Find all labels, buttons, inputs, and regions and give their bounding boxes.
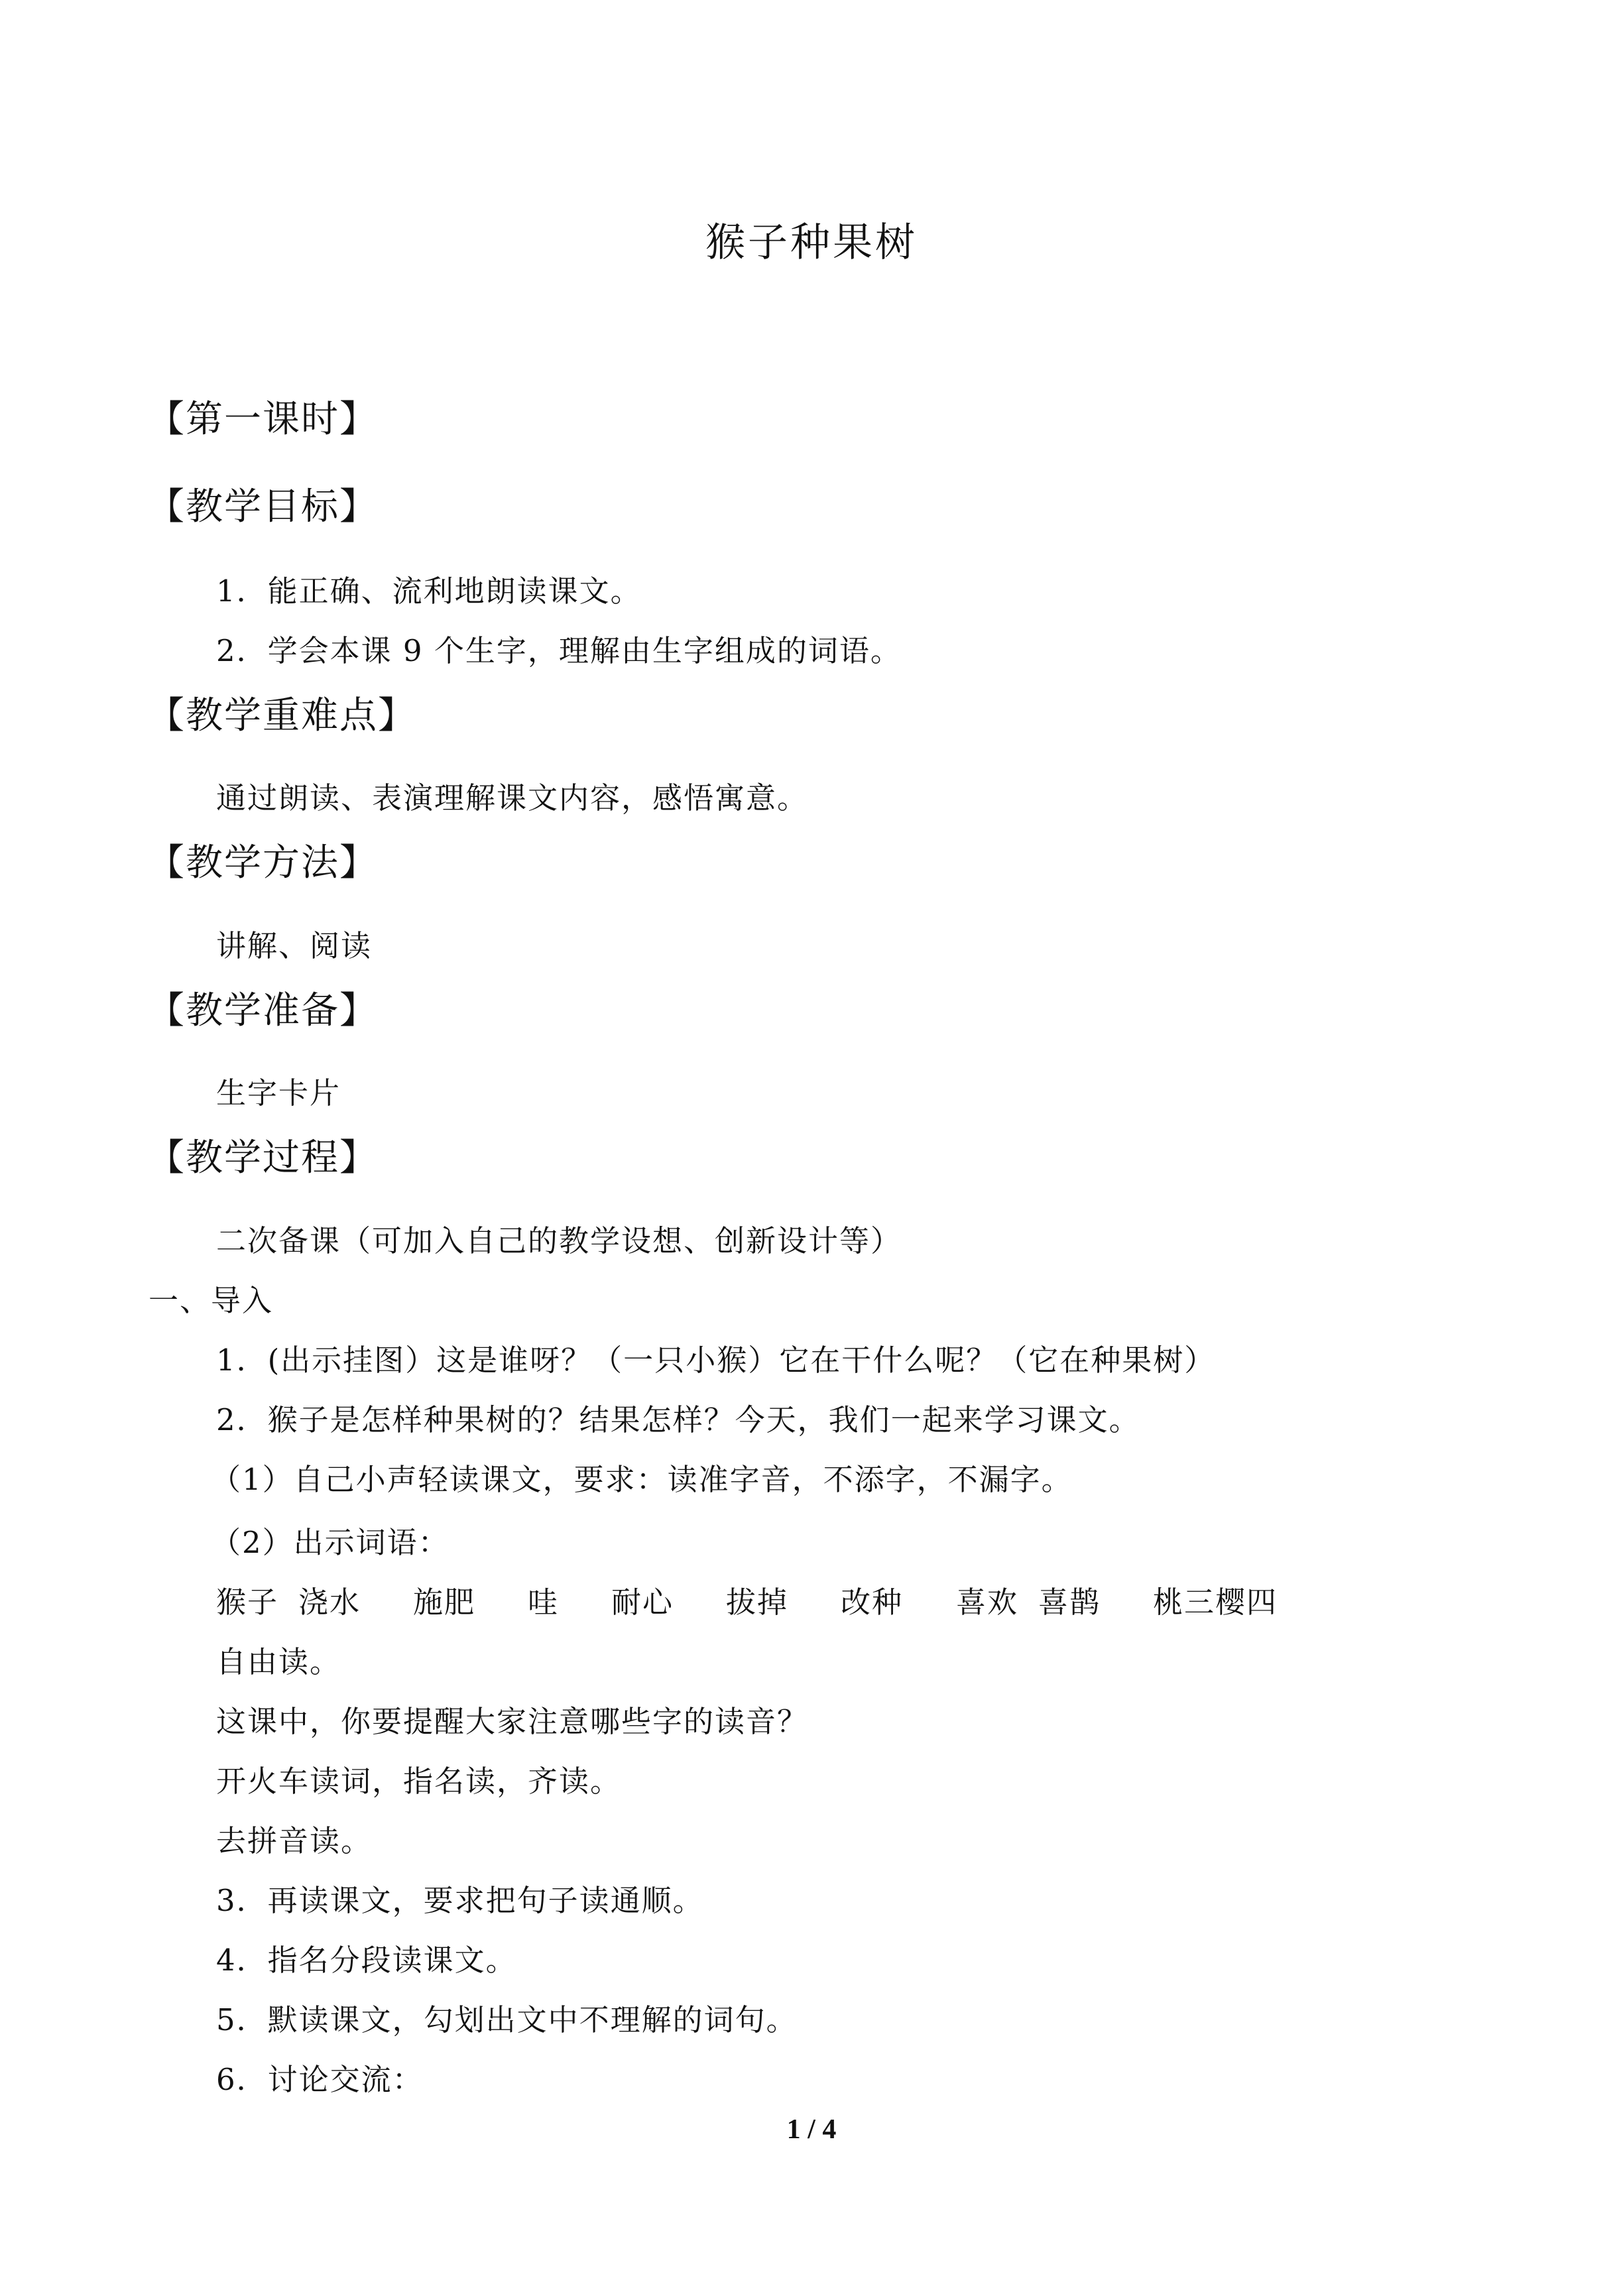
word-item: 猴子 [216, 1585, 279, 1620]
word-item: 拔掉 [726, 1585, 789, 1620]
key-points-text: 通过朗读、表演理解课文内容，感悟寓意。 [216, 780, 809, 816]
step-4: 4．指名分段读课文。 [216, 1943, 517, 1978]
goal-item-2: 2．学会本课 9 个生字，理解由生字组成的词语。 [216, 633, 902, 668]
train-read: 开火车读词，指名读，齐读。 [216, 1764, 622, 1799]
prep-heading: 【教学准备】 [147, 989, 378, 1032]
word-item: 桃三樱四 [1153, 1585, 1278, 1620]
no-pinyin-read: 去拼音读。 [216, 1823, 373, 1858]
sub-step-2: （2）出示词语： [211, 1525, 450, 1560]
word-item: 改种 [841, 1585, 904, 1620]
word-item: 施肥 [413, 1585, 476, 1620]
lesson-heading: 【第一课时】 [147, 398, 378, 441]
step-5: 5．默读课文，勾划出文中不理解的词句。 [216, 2002, 798, 2037]
method-heading: 【教学方法】 [147, 841, 378, 884]
page-number: 1 / 4 [786, 2114, 837, 2145]
step-2: 2．猴子是怎样种果树的？结果怎样？今天，我们一起来学习课文。 [216, 1402, 1140, 1437]
step-3: 3．再读课文，要求把句子读通顺。 [216, 1883, 704, 1918]
word-item: 喜欢 [956, 1585, 1019, 1620]
word-item: 哇 [528, 1585, 560, 1620]
process-note: 二次备课（可加入自己的教学设想、创新设计等） [216, 1223, 902, 1258]
pronunciation-question: 这课中，你要提醒大家注意哪些字的读音？ [216, 1704, 809, 1739]
goal-item-1: 1．能正确、流利地朗读课文。 [216, 574, 642, 609]
key-points-heading: 【教学重难点】 [147, 694, 416, 737]
method-text: 讲解、阅读 [216, 928, 373, 963]
word-item: 耐心 [611, 1585, 674, 1620]
step-1: 1．(出示挂图）这是谁呀？（一只小猴）它在干什么呢？（它在种果树） [216, 1343, 1216, 1378]
step-6: 6．讨论交流： [216, 2062, 424, 2097]
process-heading: 【教学过程】 [147, 1136, 378, 1179]
part1-title: 一、导入 [149, 1283, 274, 1318]
free-read: 自由读。 [216, 1644, 341, 1679]
prep-text: 生字卡片 [216, 1075, 341, 1111]
word-item: 喜鹊 [1038, 1585, 1101, 1620]
goals-heading: 【教学目标】 [147, 485, 378, 528]
document-title: 猴子种果树 [705, 219, 918, 266]
word-item: 浇水 [298, 1585, 361, 1620]
sub-step-1: （1）自己小声轻读课文，要求：读准字音，不添字，不漏字。 [211, 1462, 1073, 1497]
